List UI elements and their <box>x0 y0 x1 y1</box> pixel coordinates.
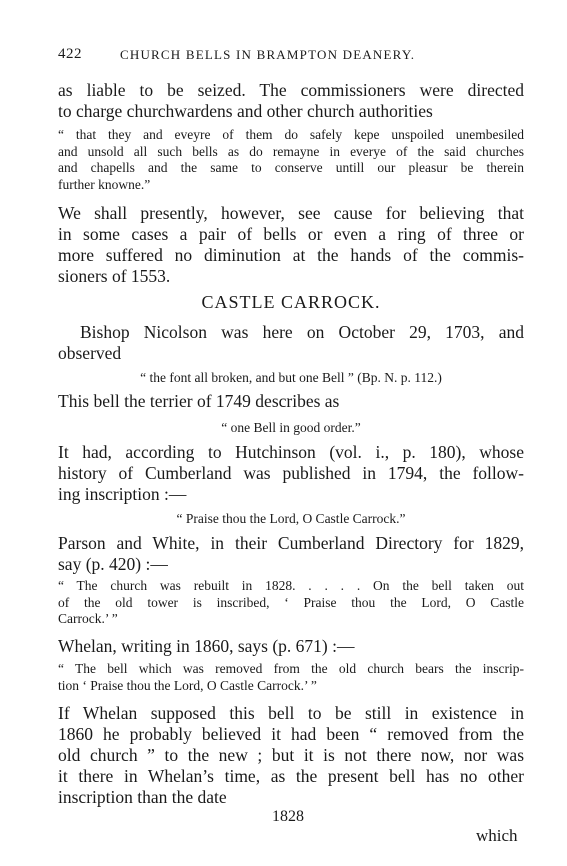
page-header <box>58 46 518 68</box>
text-line: it there in Whelan’s time, as the present bell has no other <box>58 766 524 786</box>
text-line: It had, according to Hutchinson (vol. i., p. 180), whose <box>58 442 524 462</box>
paragraph-whelan: Whelan, writing in 1860, says (p. 671) :— <box>58 636 355 656</box>
catchword: which <box>476 826 518 845</box>
quote-line: of the old tower is inscribed, ‘ Praise thou the Lord, O Castle <box>58 594 524 610</box>
section-heading: CASTLE CARROCK. <box>201 292 381 312</box>
quote-line: and unsold all such bells as do remayne in everye of the said churches <box>58 143 524 159</box>
text-line: Bishop Nicolson was here on October 29, 1703, and <box>80 322 524 342</box>
quote-line: further knowne.” <box>58 176 151 192</box>
text-line: We shall presently, however, see cause for believing that <box>58 203 524 223</box>
quote-line: Carrock.’ ” <box>58 611 118 626</box>
paragraph-parson-white <box>58 533 524 575</box>
text-line: sioners of 1553. <box>58 266 171 286</box>
text-line: old church ” to the new ; but it is not there now, nor was <box>58 745 524 765</box>
text-line: to charge churchwardens and other church authorities <box>58 101 433 121</box>
text-line: in some cases a pair of bells or even a ring of three or <box>58 224 524 244</box>
paragraph-conclusion <box>58 703 524 808</box>
quote-terrier: “ one Bell in good order.” <box>221 420 361 435</box>
quote-line: “ that they and eveyre of them do safely kepe unspoiled unembesiled <box>58 127 524 142</box>
text-line: as liable to be seized. The commissioners were directed <box>58 80 524 100</box>
quote-line: and chapells and the same to conserve untill our pleasur be therein <box>58 160 524 175</box>
text-line: If Whelan supposed this bell to be still in existence in <box>58 703 524 723</box>
text-line: observed <box>58 343 122 363</box>
text-line: inscription than the date <box>58 787 227 807</box>
paragraph-hutchinson <box>58 442 524 505</box>
quote-inscription: “ Praise thou the Lord, O Castle Carrock.” <box>176 511 406 526</box>
text-line: 1860 he probably believed it had been “ removed from the <box>58 724 524 744</box>
paragraph-seizure <box>58 80 524 122</box>
quote-line: “ The bell which was removed from the old church bears the inscrip- <box>58 661 524 676</box>
paragraph-nicolson <box>58 322 524 364</box>
running-head: CHURCH BELLS IN BRAMPTON DEANERY. <box>120 47 416 62</box>
text-line: say (p. 420) :— <box>58 554 168 574</box>
inscription-date: 1828 <box>272 808 304 825</box>
text-line: more suffered no diminution at the hands of the commis- <box>58 245 524 265</box>
quote-line: “ The church was rebuilt in 1828. . . . . On the bell taken out <box>58 578 524 593</box>
paragraph-terrier: This bell the terrier of 1749 describes as <box>58 391 340 411</box>
quote-commission-order <box>58 127 524 193</box>
quote-line: tion ‘ Praise thou the Lord, O Castle Carrock.’ ” <box>58 677 317 693</box>
quote-directory <box>58 578 524 628</box>
quote-whelan <box>58 661 524 694</box>
page-number: 422 <box>58 46 82 62</box>
text-line: history of Cumberland was published in 1794, the follow- <box>58 463 524 483</box>
text-line: ing inscription :— <box>58 484 187 504</box>
text-line: Parson and White, in their Cumberland Directory for 1829, <box>58 533 524 553</box>
quote-nicolson: “ the font all broken, and but one Bell ” (Bp. N. p. 112.) <box>140 370 442 385</box>
paragraph-diminution <box>58 203 524 287</box>
